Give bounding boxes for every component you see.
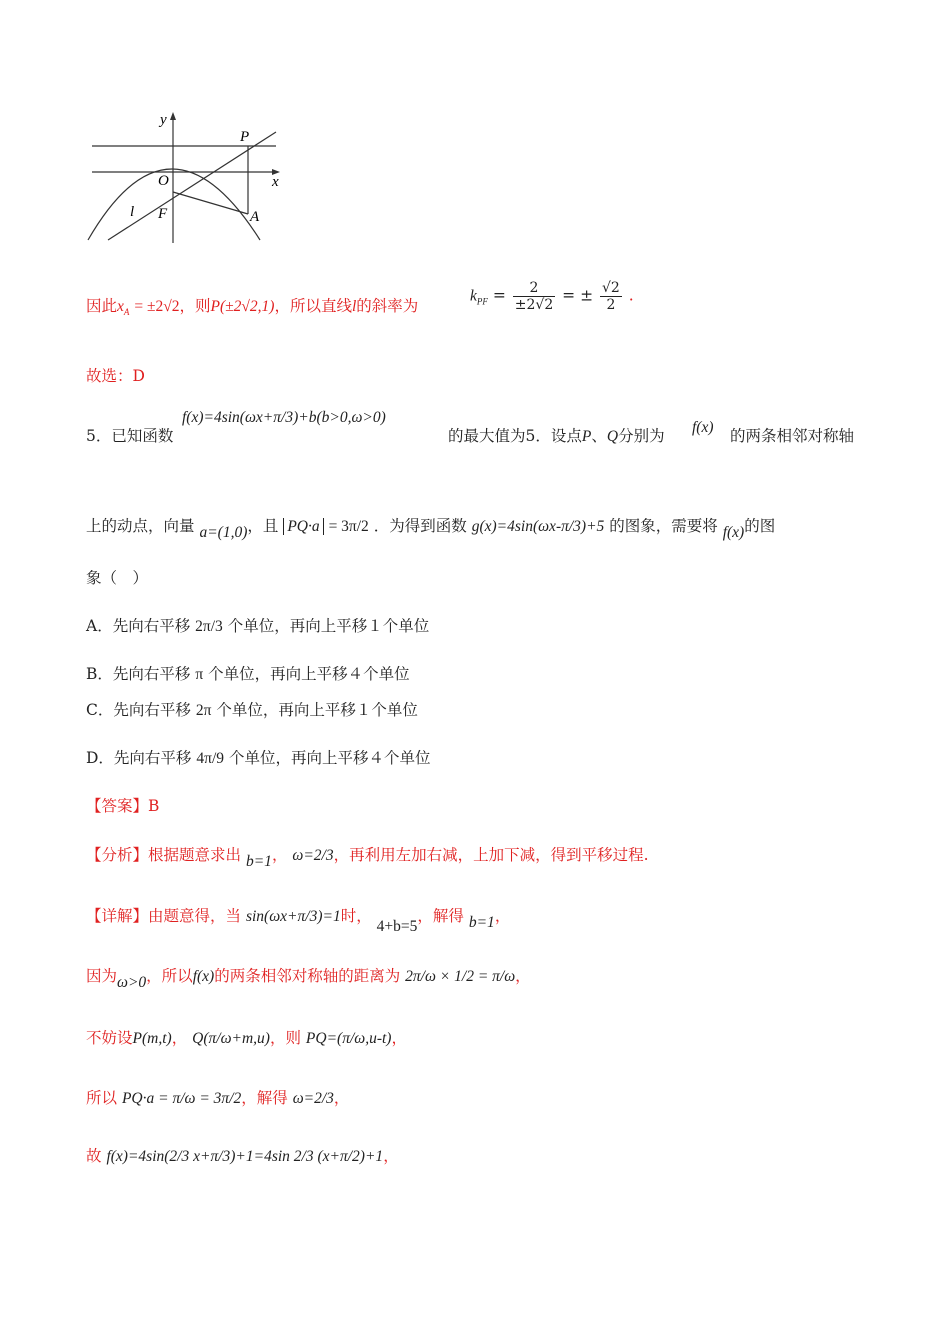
option-c-label: C．先向右平移 (86, 701, 191, 719)
detail-4b: 4+b=5 (376, 918, 418, 935)
option-c[interactable] (86, 700, 418, 721)
step4-line (86, 1088, 349, 1109)
slope-fraction-2 (600, 280, 622, 313)
step3-t3: ，则 (269, 1029, 301, 1047)
answer-value: B (148, 797, 160, 815)
q5-line1-end: 的两条相邻对称轴 (730, 427, 855, 445)
step2-t4: ， (515, 967, 531, 985)
detail-line (86, 906, 511, 935)
q5-sep: 、 (591, 427, 607, 445)
step2-t3: 的两条相邻对称轴的距离为 (214, 967, 401, 985)
segment-fa (173, 192, 248, 214)
option-b-label: B．先向右平移 (86, 665, 191, 683)
q5-point-q: Q (606, 428, 619, 445)
step4-w: ω=2/3 (292, 1090, 334, 1107)
label-a: A (250, 209, 260, 225)
option-a-rest: 个单位，再向上平移１个单位 (227, 617, 430, 635)
slope-fraction-1 (513, 280, 555, 313)
option-b-shift: π (195, 666, 204, 683)
step3-q: Q(π/ω+m,u) (192, 1030, 270, 1047)
label-o: O (158, 173, 169, 189)
q5-g-def: g(x)=4sin(ωx-π/3)+5 (471, 518, 605, 535)
k-equal: = (492, 286, 506, 305)
label-y: y (160, 112, 167, 128)
q5-line3: 象（ ） (86, 569, 149, 587)
analysis-t3: ，再利用左加右减，上加下减，得到平移过程. (333, 846, 649, 864)
analysis-tag: 【分析】 (86, 846, 149, 864)
detail-t3: ，解得 (417, 907, 464, 925)
step4-t1: 所以 (86, 1089, 118, 1107)
option-d-label: D．先向右平移 (86, 749, 192, 767)
step2-expr: 2π/ω × 1/2 = π/ω (405, 968, 516, 985)
q5-l2b: ，且 (247, 517, 279, 535)
step4-t2: ，解得 (241, 1089, 288, 1107)
step2-fx: f(x) (192, 968, 215, 985)
q5-eq-3pi2: = 3π/2 (328, 518, 369, 535)
graph-figure (80, 108, 300, 248)
prev-lead: 因此 (86, 297, 118, 315)
step3-t4: ， (391, 1029, 407, 1047)
step5-line (86, 1146, 399, 1167)
prev-slope-is: 的斜率为 (356, 297, 419, 315)
option-a[interactable] (86, 616, 429, 637)
step2-t2: ，所以 (146, 967, 193, 985)
option-b[interactable] (86, 664, 410, 685)
step2-cond: ω>0 (117, 974, 147, 991)
point-p: P(±2√2,1) (210, 298, 275, 315)
q5-are: 分别为 (618, 427, 665, 445)
step5-expr: f(x)=4sin(2/3 x+π/3)+1=4sin 2/3 (x+π/2)+1 (106, 1148, 384, 1165)
xa-value: = ±2√2 (134, 298, 180, 315)
step5-t2: ， (383, 1147, 399, 1165)
step5-t1: 故 (86, 1147, 102, 1165)
label-p: P (240, 129, 250, 145)
answer-line (86, 796, 159, 816)
detail-tag: 【详解】 (86, 907, 149, 925)
prev-conclusion-line (86, 296, 418, 322)
step4-t3: ， (333, 1089, 350, 1107)
q5-l2a: 上的动点，向量 (86, 517, 195, 535)
q5-fx-upper: f(x) (692, 419, 714, 436)
label-l: l (130, 204, 135, 220)
eq2: = ± (562, 286, 594, 305)
option-c-shift: 2π (195, 702, 212, 719)
q5-fx-lower: f(x) (722, 524, 745, 541)
option-d-shift: 4π/9 (196, 750, 225, 767)
option-d[interactable] (86, 748, 430, 769)
q5-max-text: 的最大值为5．设点 (448, 427, 582, 445)
y-axis-arrow (170, 112, 176, 120)
line-l-label: l (351, 298, 357, 315)
option-a-shift: 2π/3 (195, 618, 223, 635)
detail-t1: 由题意得，当 (148, 907, 242, 925)
q5-function-def: f(x)=4sin(ωx+π/3)+b(b>0,ω>0) (182, 409, 386, 426)
xa-subscript: A (123, 307, 130, 317)
label-f: F (158, 206, 168, 222)
detail-t4: ， (494, 907, 511, 925)
step3-t1: 不妨设 (86, 1029, 133, 1047)
q5-abs-pq-a: PQ·a (283, 518, 323, 535)
detail-sin: sin(ωx+π/3)=1 (245, 908, 341, 925)
detail-b1: b=1 (468, 914, 495, 931)
q5-l2e: 的图 (744, 517, 776, 535)
slope-expression (470, 280, 634, 313)
analysis-line (86, 845, 649, 870)
label-x: x (272, 174, 279, 190)
q5-line1-tail (448, 426, 665, 447)
xa-symbol: x (117, 298, 124, 315)
option-b-rest: 个单位，再向上平移４个单位 (208, 665, 410, 683)
option-d-rest: 个单位，再向上平移４个单位 (228, 749, 431, 767)
frac2-num: √2 (602, 280, 620, 296)
q5-line2 (86, 516, 776, 541)
slope-end: . (628, 286, 634, 305)
analysis-t2: ， (271, 846, 288, 864)
q5-line1-lead: 5．已知函数 (86, 427, 174, 445)
q5-vector-a: a=(1,0) (199, 524, 248, 541)
analysis-t1: 根据题意求出 (148, 846, 242, 864)
prev-then: ，则 (179, 297, 211, 315)
step3-line (86, 1028, 407, 1049)
frac1-den: ±2√2 (514, 297, 554, 313)
step2-t1: 因为 (86, 967, 118, 985)
q5-point-p: P (581, 428, 592, 445)
analysis-b: b=1 (245, 853, 272, 870)
frac2-den: 2 (600, 296, 622, 313)
detail-t2: 时， (340, 907, 372, 925)
step3-pq: PQ=(π/ω,u-t) (305, 1030, 392, 1047)
option-c-rest: 个单位，再向上平移１个单位 (216, 701, 418, 719)
step4-expr: PQ·a = π/ω = 3π/2 (121, 1090, 242, 1107)
k-symbol: k (470, 287, 477, 305)
prev-so-slope: ，所以直线 (274, 297, 352, 315)
q5-l2d: 的图象，需要将 (609, 517, 718, 535)
answer-tag: 【答案】 (86, 797, 149, 815)
analysis-w: ω=2/3 (292, 847, 334, 864)
parabola-curve (88, 169, 260, 240)
step3-pmt: P(m,t) (132, 1030, 172, 1047)
k-subscript: PF (476, 296, 488, 307)
step2-line (86, 966, 531, 991)
option-a-label: A．先向右平移 (86, 617, 191, 635)
frac1-num: 2 (529, 280, 539, 296)
q5-l2c: ．为得到函数 (373, 517, 467, 535)
previous-choice: 故选：D (86, 367, 145, 385)
step3-t2: ， (171, 1029, 188, 1047)
